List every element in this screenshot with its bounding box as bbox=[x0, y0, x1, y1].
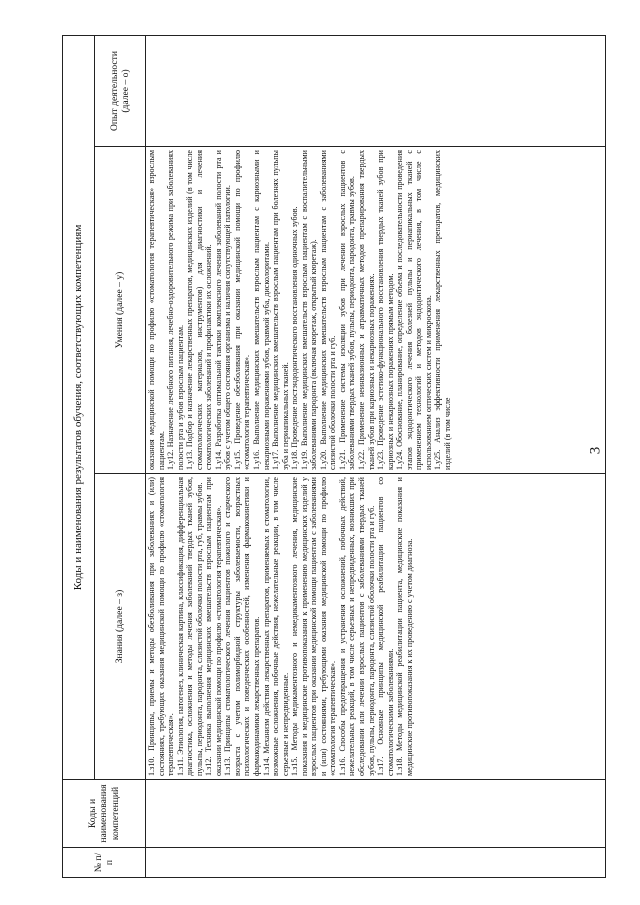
header-skills: Умения (далее – у) bbox=[94, 147, 145, 474]
skill-item: 1.у14. Разработка оптимальной тактики комплексного лечения заболеваний полости рта и зубов с учетом общего состояния организма и наличия сопутствующей патологии. bbox=[213, 150, 233, 470]
header-row-1 bbox=[63, 36, 95, 878]
skill-item: 1.у25. Анализ эффективности применения лекарственных препаратов, медицинских изделий (в том числе bbox=[433, 150, 452, 470]
skill-item: 1.у16. Выполнение медицинских вмешательств взрослым пациентам с кариозными и некариозными поражениями зубов, травмой зуба, дисколоритами. bbox=[252, 150, 271, 470]
knowledge-item: 1.з10. Принципы, приемы и методы обезболивания при заболеваниях и (или) состояниях, требующих оказания медицинской помощи по профилю «стоматология терапевтическая». bbox=[147, 477, 176, 776]
skill-item: 1.у17. Выполнение медицинских вмешательств взрослым пациентам при болезнях пульпы зуба и периапикальных тканей. bbox=[271, 150, 290, 470]
knowledge-item: 1.з17. Основные принципы медицинской реабилитации пациентов со стоматологическими заболеваниями. bbox=[376, 477, 395, 776]
knowledge-item: 1.з14. Механизм действия лекарственных препаратов, применяемых в стоматологии, возможные осложнения, побочные действия, нежелательные реакции, в том числе серьезные и непредвиденные. bbox=[261, 477, 290, 776]
rotated-table-container bbox=[62, 36, 606, 878]
skill-item: 1.у22. Применение неинвазионных и атравматичных методов препарирования твердых тканей зубов при кариозных и некариозных поражениях. bbox=[357, 150, 376, 470]
knowledge-item: 1.з16. Способы предотвращения и устранения осложнений, побочных действий, нежелательных реакций, в том числе серьезных и непредвиденных, возникших при обследовании или лечении взрослых пациентов с заболеваниями твердых тканей зубов, пульпы, периодонта, пародонта, слизистой оболочки полости рта и губ. bbox=[337, 477, 376, 776]
header-experience: Опыт деятельности (далее – о) bbox=[94, 36, 145, 147]
row-codes-cell bbox=[146, 780, 606, 848]
skill-item: 1.у15. Проведение обезболивания при оказании медицинской помощи по профилю «стоматология терапевтическая». bbox=[232, 150, 252, 470]
skill-item: 1.у13. Подбор и назначение лекарственных препаратов, медицинских изделий (в том числе стоматологических материалов, инструментов) для диагностики и лечения стоматологических заболеваний и профилактики их осложнений. bbox=[185, 150, 214, 470]
competencies-table bbox=[62, 35, 606, 878]
header-knowledge: Знания (далее – з) bbox=[94, 474, 145, 780]
content-row bbox=[146, 36, 606, 878]
skill-item: оказания медицинской помощи по профилю «стоматология терапевтическая» взрослым пациентам. bbox=[147, 150, 166, 470]
skill-item: 1.у12. Назначение лечебного питания, лечебно-оздоровительного режима при заболеваниях полости рта и зубов взрослым пациентам. bbox=[166, 150, 185, 470]
skill-item: 1.у18. Проведение постэндодонтического восстановления одиночных зубов. bbox=[290, 206, 300, 470]
row-number-cell bbox=[146, 848, 606, 878]
skill-item: 1.у20. Выполнение медицинских вмешательств взрослым пациентам с заболеваниями слизистой оболочки полости рта и губ. bbox=[318, 150, 338, 470]
skill-item: 1.у21. Применение системы изоляции зубов при лечении взрослых пациентов с заболеваниями твердых тканей зубов, пульпы, периодонта, пародонта, травмы зубов. bbox=[337, 150, 357, 470]
knowledge-item: 1.з12. Техника выполнения медицинских вмешательств взрослым пациентам при оказании медицинской помощи по профилю «стоматология терапевтическая». bbox=[204, 477, 223, 776]
header-codes: Коды и наименования компетенций bbox=[63, 780, 146, 848]
header-row-2 bbox=[94, 36, 145, 878]
page-number: 3 bbox=[587, 446, 604, 455]
knowledge-cell bbox=[146, 474, 606, 780]
knowledge-item: 1.з15. Методы медикаментозного и немедикаментозного лечения, медицинские показания и медицинские противопоказания к применению медицинских изделий у взрослых пациентов при оказании медицинской помощи пациентам с заболеваниями и (или) состояниями, требующими оказания медицинской помощи по профилю «стоматология терапевтическая». bbox=[290, 477, 338, 776]
experience-cell bbox=[146, 36, 606, 147]
knowledge-item: 1.з13. Принципы стоматологического лечения пациентов пожилого и старческого возраста с учетом полиморбидной структуры заболеваемости, возрастных психологических и поведенческих особенностей, изменения фармакокинетики и фармакодинамики лекарственных препаратов. bbox=[223, 477, 262, 776]
skill-item: 1.у23. Проведение эстетико-функционального восстановления твердых тканей зубов при кариозных и некариозных поражениях прямым методом. bbox=[376, 150, 395, 470]
skills-cell bbox=[146, 147, 606, 474]
header-number: № п/п bbox=[63, 848, 146, 878]
skill-item: 1.у19. Выполнение медицинских вмешательств взрослым пациентам с воспалительными заболеваниями пародонта (включая кюретаж, открытый кюретаж). bbox=[299, 150, 319, 470]
knowledge-item: 1.з11. Этиология, патогенез, клиническая картина, классификация, дифференциальная диагностика, осложнения и методы лечения заболеваний твердых тканей зубов, пульпы, периодонта, пародонта, слизистой оболочки полости рта, губ, травмы зубов. bbox=[175, 477, 204, 776]
knowledge-item: 1.з18. Методы медицинской реабилитации пациента, медицинские показания и медицинские противопоказания к их проведению с учетом диагноза. bbox=[395, 477, 414, 776]
header-group-title: Коды и наименования результатов обучения, соответствующих компетенциям bbox=[63, 36, 95, 780]
skill-item: 1.у24. Обоснование, планирование, определение объема и последовательности проведения этапов эндодонтического лечения болезней пульпы и периапикальных тканей с применением технологий и методов эндодонтического лечения, в том числе с использованием оптических систем и микроскопа. bbox=[395, 150, 433, 470]
